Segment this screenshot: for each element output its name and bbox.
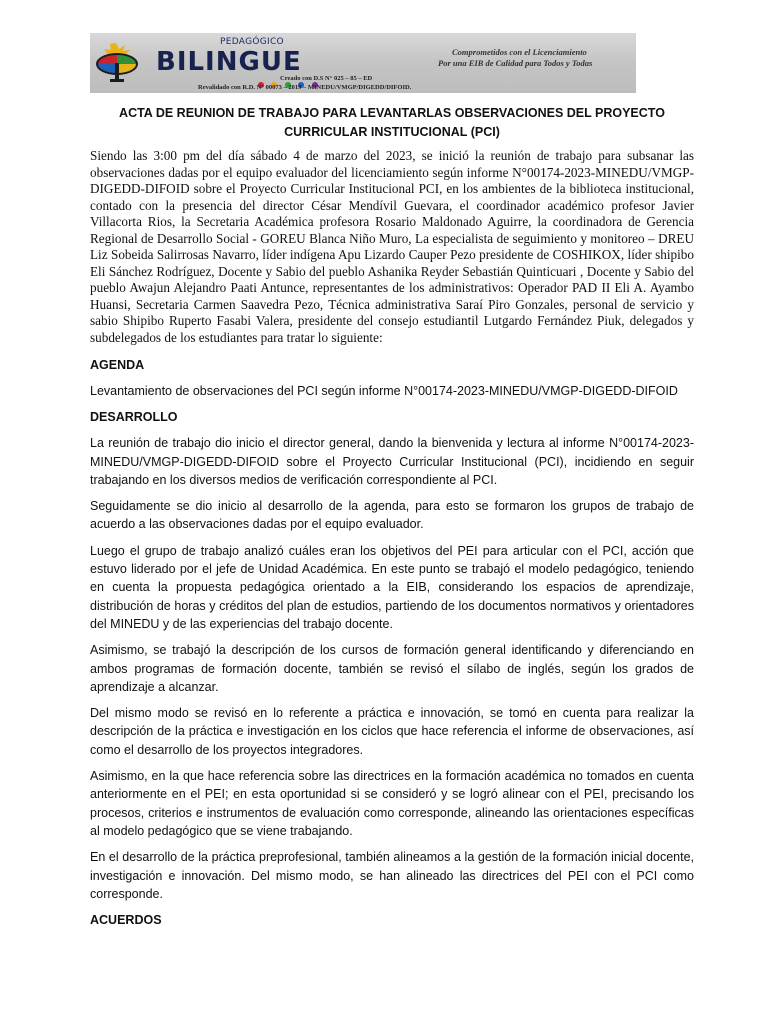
acuerdos-heading: ACUERDOS [90,913,162,928]
header-banner [90,33,636,93]
creation-decree: Creado con D.S N° 025 – 85 – ED [280,75,373,82]
document-title: ACTA DE REUNION DE TRABAJO PARA LEVANTARLAS OBSERVACIONES DEL PROYECTO CURRICULAR INSTITUCIONAL (PCI) [119,106,665,139]
brand-name: BILINGUE [156,47,302,77]
motto-line-1: Comprometidos con el Licenciamiento [452,47,587,57]
desarrollo-paragraph-6: Asimismo, en la que hace referencia sobre las directrices en la formación académica no tomados en cuenta anteriormente en el PEI; en esta oportunidad si se consideró y se logró alinear con el PEI, precisando los procesos, criterios e instrumentos de evaluación como corresponde, alineando las orientaciones específicas al modelo pedagógico que se viene trabajando. [90,769,694,838]
revalidation-resolution: Revalidado con R.D. N° 00073 – 2019 – MINEDU/VMGP/DIGEDD/DIFOID. [198,84,412,91]
institution-logo-icon [94,41,154,83]
desarrollo-paragraph-3: Luego el grupo de trabajo analizó cuáles eran los objetivos del PEI para articular con el PCI, acción que estuvo liderado por el jefe de Unidad Académica. En este punto se trabajó el modelo pedagógico, teniendo en cuenta la propuesta pedagógica orientado a la EIB, considerando los espacios de aprendizaje, distribución de horas y créditos del plan de estudios, partiendo de los documentos normativos y orientadores del MINEDU y de las experiencias del trabajo docente. [90,543,694,631]
agenda-heading: AGENDA [90,358,145,372]
agenda-text: Levantamiento de observaciones del PCI según informe N°00174-2023-MINEDU/VMGP-DIGEDD-DIFOID [90,384,678,398]
desarrollo-paragraph-4: Asimismo, se trabajó la descripción de los cursos de formación general identificando y diferenciando en ambos programas de formación docente, también se revisó el sílabo de inglés, según los grados de aprendizaje a alcanzar. [90,643,694,694]
brand-subtitle: PEDAGÓGICO [220,37,284,47]
intro-text-part-2: César Mendívil Guevara, el coordinador académico profesor Javier Villacorta Rios, la Secretaria Académica profesora Rosario Maldonado Aguirre, la coordinadora de Gerencia Regional de Desarrollo Social - GOREU Blanca Niño Muro, La especialista de seguimiento y monitoreo – DREU Liz Sobeida Salirrosas Navarro, líder indígena Apu Lizardo Cauper Pezo presidente de COSHIKOX, líder shipibo Eli Sánchez Rodríguez, Docente y Sabio del pueblo Ashanika Reyder Sebastián Quinticuari , Docente y Sabio del pueblo Awajun Alejandro Paati Antunce, representantes de los administrativos: Operador PAD II Eli A. Ayambo Huansi, Secretaria Carmen Saavedra Pezo, Técnica administrativa Saraí Piro Gonzales, personal de servicio y sabio Shipibo Ruperto Fasabi Valera, presidente del consejo estudiantil Lutgardo Fernández Piuk, delegados y subdelegados de los estudiantes para tratar lo siguiente: [90,197,694,345]
institution-motto [438,47,634,69]
motto-line-2: Por una EIB de Calidad para Todos y Todas [438,58,593,68]
intro-text-part-1: Siendo las 3:00 pm del día sábado 4 de marzo del 2023, se inició la reunión de trabajo para subsanar las observaciones dadas por el equipo evaluador del licenciamiento según informe N°00174-2023-MINEDU/VMGP-DIGEDD-DIFOID sobre el Proyecto Curricular Institucional PCI, en los ambientes de la biblioteca institucional, contado con la presencia del director [90,148,694,213]
desarrollo-paragraph-5: Del mismo modo se revisó en lo referente a práctica e innovación, se tomó en cuenta para realizar la descripción de la práctica e investigación en los ciclos que hace referencia el informe de observaciones, así como el desarrollo de los proyectos integradores. [90,706,694,757]
desarrollo-paragraph-1: La reunión de trabajo dio inicio el director general, dando la bienvenida y lectura al informe N°00174-2023-MINEDU/VMGP-DIGEDD-DIFOID sobre el Proyecto Curricular Institucional (PCI), incidiendo en seguir trabajando en los diversos medios de verificación correspondiente al PCI. [90,436,694,487]
desarrollo-paragraph-2: Seguidamente se dio inicio al desarrollo de la agenda, para esto se formaron los grupos de trabajo de acuerdo a las observaciones dadas por el equipo evaluador. [90,499,694,532]
intro-paragraph [90,148,694,346]
desarrollo-paragraph-7: En el desarrollo de la práctica preprofesional, también alineamos a la gestión de la formación inicial docente, investigación e innovación. Del mismo modo, se han alineado las directrices del PEI con el PCI como corresponde. [90,850,694,901]
desarrollo-heading: DESARROLLO [90,410,178,425]
document-body [90,148,694,937]
